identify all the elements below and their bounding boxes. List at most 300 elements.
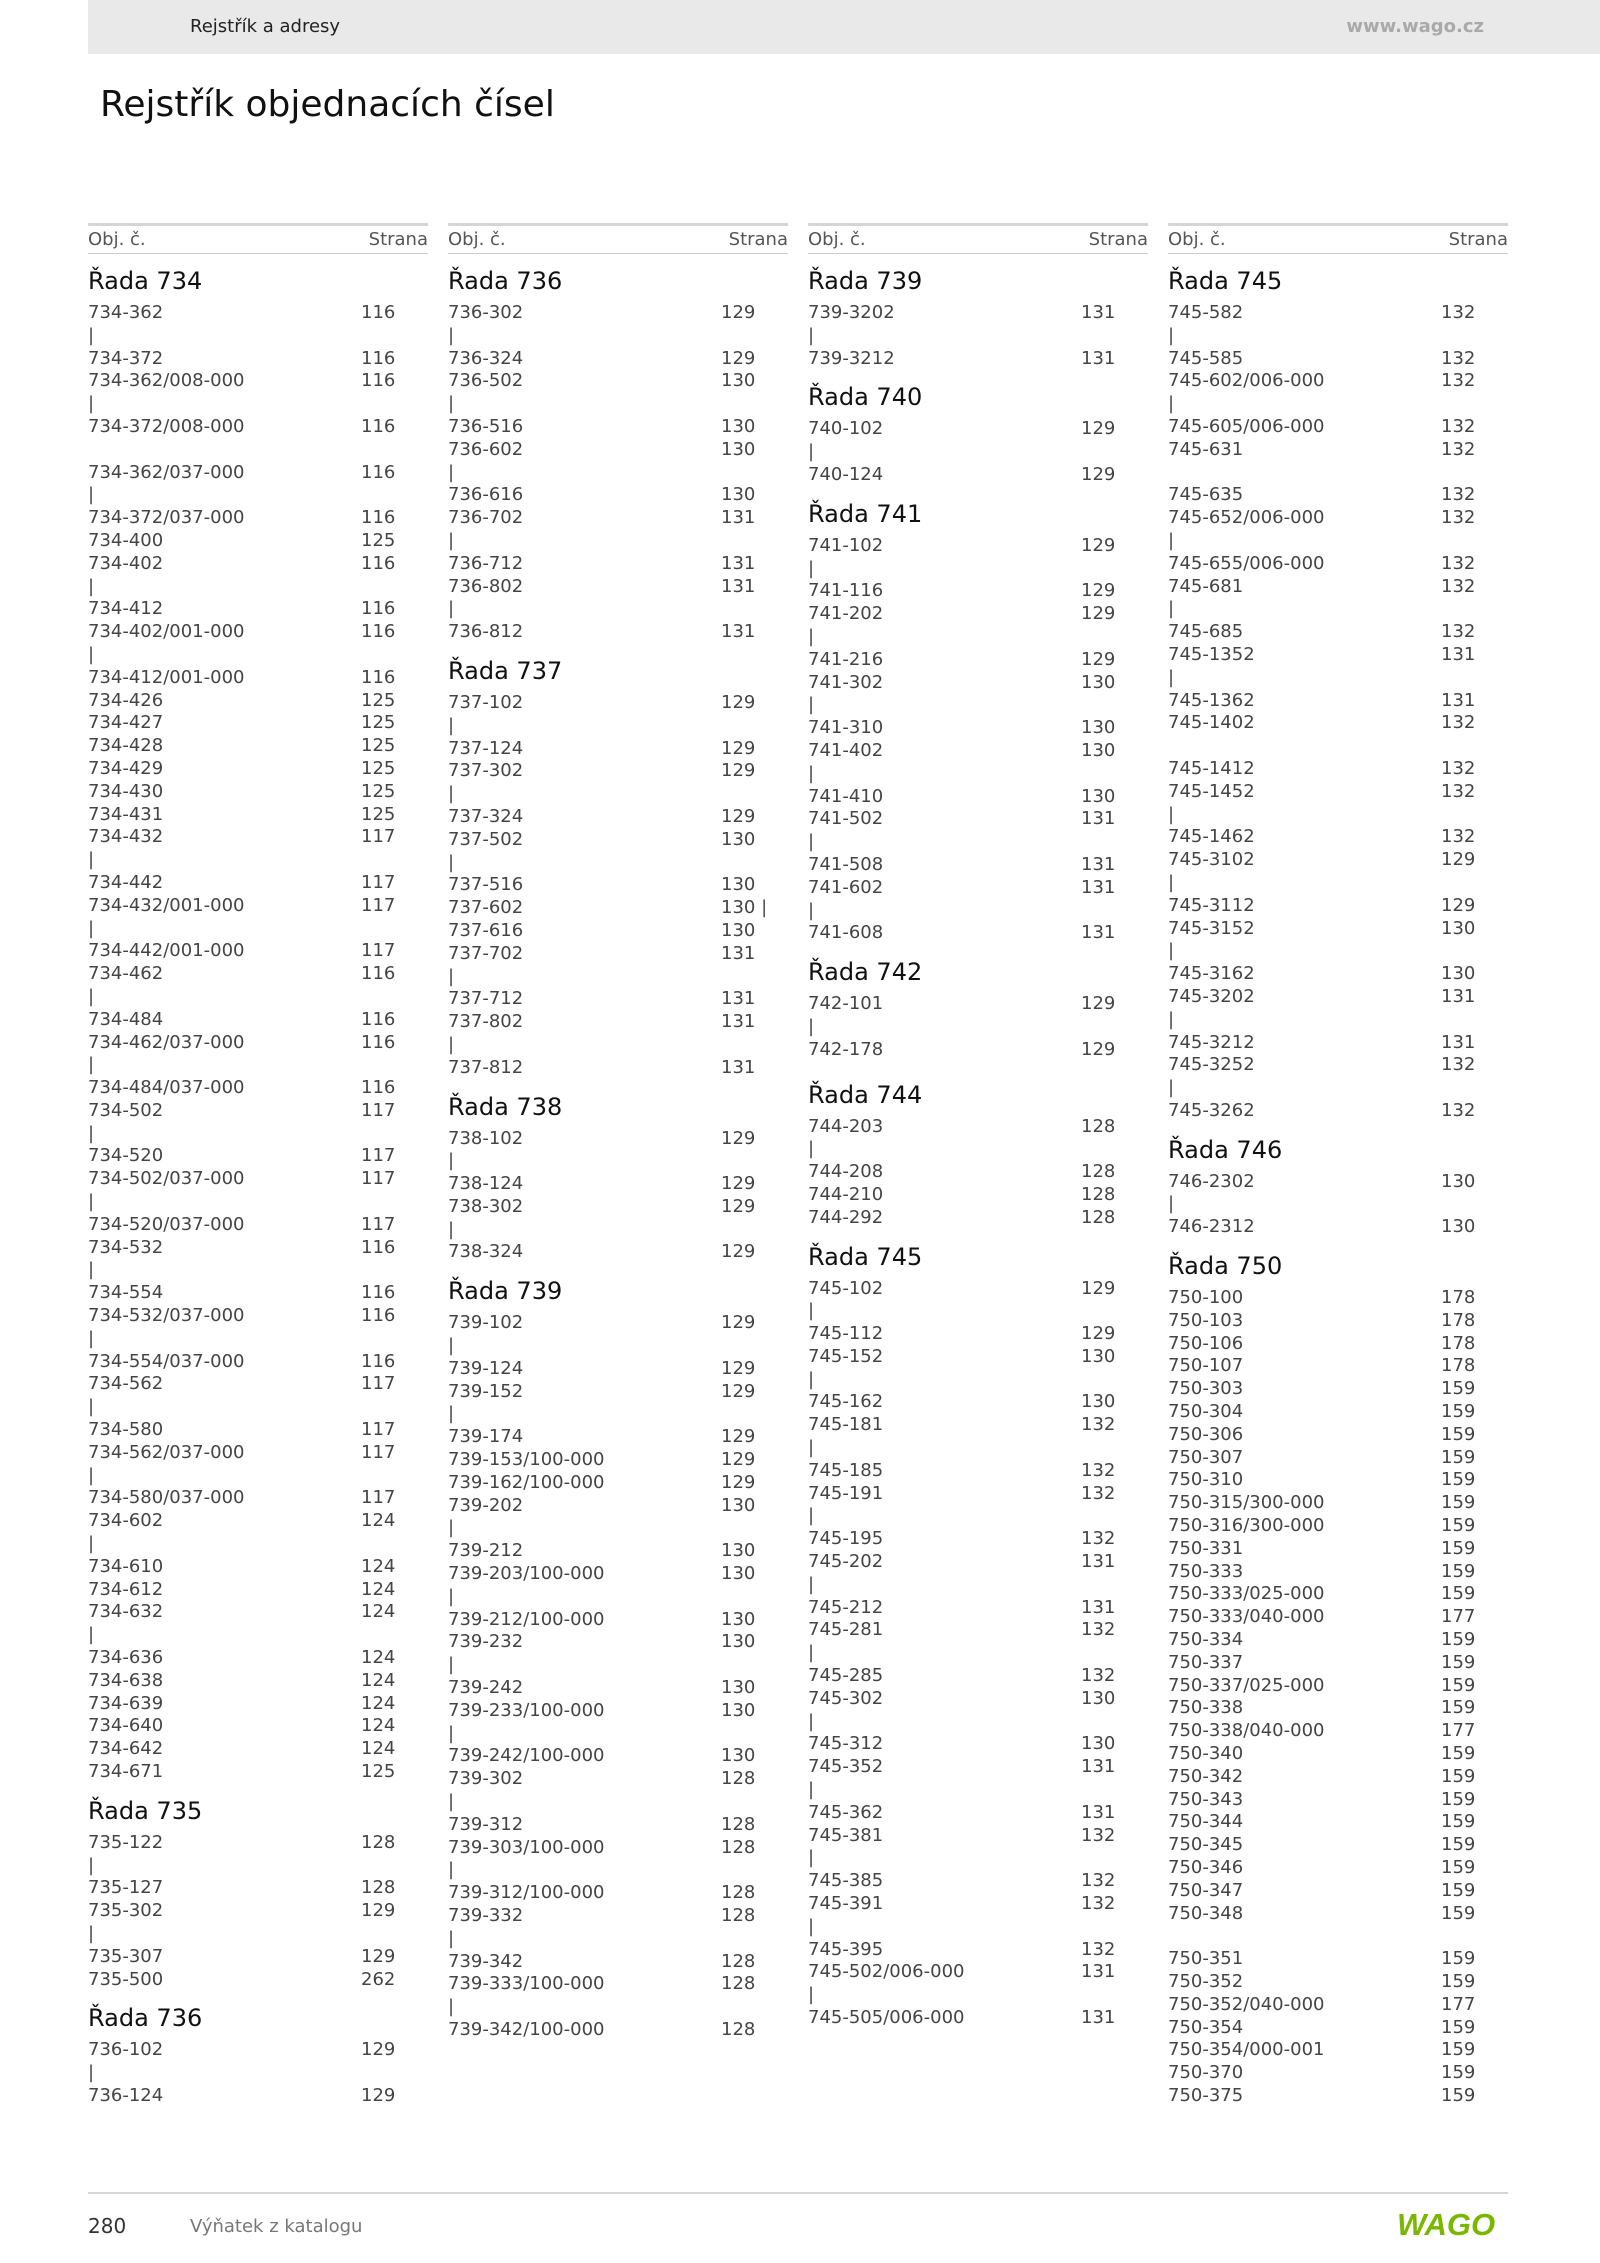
page-ref[interactable]: 116 <box>361 1077 396 1099</box>
page-ref[interactable]: 117 <box>361 1145 396 1167</box>
page-ref[interactable]: 178 <box>1441 1287 1476 1309</box>
index-row <box>1168 462 1508 485</box>
page-ref[interactable]: 132 <box>1441 552 1476 574</box>
index-row <box>1168 1469 1508 1492</box>
page-ref[interactable]: 128 <box>1081 1161 1116 1183</box>
page-ref[interactable]: 116 <box>361 1008 396 1030</box>
page-ref[interactable]: 130 <box>721 1745 756 1767</box>
page-ref[interactable]: 159 <box>1441 2062 1476 2084</box>
page-ref[interactable]: 117 <box>361 1441 396 1463</box>
order-number: | <box>448 1403 455 1425</box>
order-number: 734-427 <box>88 712 164 734</box>
page-ref[interactable]: 131 <box>1081 347 1116 369</box>
order-number: 737-124 <box>448 737 524 759</box>
page-ref[interactable]: 124 <box>361 1647 396 1669</box>
page-ref[interactable]: 130 <box>721 1563 756 1585</box>
index-row <box>88 1923 428 1946</box>
order-number: | <box>88 575 95 597</box>
section-name: Rejstřík a adresy <box>190 16 341 37</box>
page-ref[interactable]: 130 <box>721 1631 756 1653</box>
page-ref[interactable]: 159 <box>1441 1765 1476 1787</box>
page-ref[interactable]: 132 <box>1441 780 1476 802</box>
page-ref[interactable]: 159 <box>1441 1583 1476 1605</box>
page-ref[interactable]: 177 <box>1441 1720 1476 1742</box>
page-ref[interactable]: 117 <box>361 1419 396 1441</box>
index-row <box>808 1138 1148 1161</box>
index-row <box>808 1665 1148 1688</box>
index-row <box>88 1510 428 1533</box>
page-ref[interactable]: 128 <box>721 1836 756 1858</box>
page-ref[interactable]: 132 <box>1441 347 1476 369</box>
page-ref[interactable]: 130 <box>1441 1216 1476 1238</box>
page-ref[interactable]: 129 <box>721 347 756 369</box>
order-number: 741-216 <box>808 648 884 670</box>
page-ref[interactable]: 159 <box>1441 1674 1476 1696</box>
page-ref[interactable]: 130 <box>1081 1687 1116 1709</box>
page-ref[interactable]: 159 <box>1441 1401 1476 1423</box>
page-ref[interactable]: 132 <box>1081 1665 1116 1687</box>
page-ref[interactable]: 130 <box>721 415 756 437</box>
order-number: 745-195 <box>808 1528 884 1550</box>
page-ref[interactable]: 129 <box>1081 993 1116 1015</box>
page-ref[interactable]: 129 <box>721 1471 756 1493</box>
page-ref[interactable]: 159 <box>1441 1811 1476 1833</box>
order-number: | <box>88 643 95 665</box>
order-number: | <box>88 1624 95 1646</box>
page-ref[interactable]: 117 <box>361 1373 396 1395</box>
page-ref[interactable]: 130 <box>1081 739 1116 761</box>
page-ref[interactable]: 131 <box>1081 853 1116 875</box>
order-number: 745-381 <box>808 1824 884 1846</box>
page-ref[interactable]: 129 <box>1081 534 1116 556</box>
index-row <box>448 1426 788 1449</box>
index-row <box>808 763 1148 786</box>
page-ref[interactable]: 129 <box>721 1173 756 1195</box>
page-ref[interactable]: 116 <box>361 1031 396 1053</box>
index-row <box>1168 576 1508 599</box>
page-ref[interactable]: 128 <box>721 1768 756 1790</box>
page-ref[interactable]: 132 <box>1081 1459 1116 1481</box>
order-number: 746-2312 <box>1168 1216 1255 1238</box>
order-number: | <box>808 1368 815 1390</box>
page-ref[interactable]: 130 <box>1081 1733 1116 1755</box>
page-ref[interactable]: 159 <box>1441 1857 1476 1878</box>
page-ref[interactable]: 132 <box>1441 1099 1476 1121</box>
page-ref[interactable]: 129 <box>721 737 756 759</box>
page-ref[interactable]: 132 <box>1081 1482 1116 1504</box>
page-ref[interactable]: 131 <box>1441 1031 1476 1053</box>
index-column <box>1168 223 1508 2108</box>
order-number-header: Obj. č. <box>448 229 506 250</box>
page-ref[interactable]: 130 <box>721 438 756 460</box>
page-ref[interactable]: 132 <box>1441 438 1476 460</box>
page-ref[interactable]: 132 <box>1441 712 1476 734</box>
page-ref[interactable]: 117 <box>361 1487 396 1509</box>
page-ref[interactable]: 159 <box>1441 1697 1476 1719</box>
page-ref[interactable]: 159 <box>1441 1879 1476 1901</box>
page-ref[interactable]: 125 <box>361 529 396 551</box>
page-ref[interactable]: 159 <box>1441 1423 1476 1445</box>
index-row <box>448 988 788 1011</box>
page-ref[interactable]: 129 <box>721 1380 756 1402</box>
page-ref[interactable]: 132 <box>1081 1414 1116 1436</box>
order-number: 750-303 <box>1168 1378 1244 1400</box>
order-number: | <box>448 598 455 620</box>
page-ref[interactable]: 132 <box>1081 1824 1116 1846</box>
page-ref[interactable]: 159 <box>1441 2016 1476 2038</box>
order-number: | <box>808 762 815 784</box>
order-number: 750-310 <box>1168 1469 1244 1491</box>
page-ref[interactable]: 131 <box>1081 1756 1116 1778</box>
index-row <box>808 325 1148 348</box>
page-ref[interactable]: 129 <box>721 1449 756 1471</box>
order-number: | <box>88 985 95 1007</box>
page-ref[interactable]: 129 <box>1081 1038 1116 1060</box>
page-ref[interactable]: 117 <box>361 894 396 916</box>
page-ref[interactable]: 129 <box>1081 418 1116 440</box>
page-ref[interactable]: 159 <box>1441 1970 1476 1992</box>
page-ref[interactable]: 128 <box>721 1950 756 1972</box>
index-row <box>1168 1720 1508 1743</box>
order-number: 745-3112 <box>1168 894 1255 916</box>
page-ref[interactable]: 131 <box>1081 1961 1116 1983</box>
page-ref[interactable]: 131 <box>721 1011 756 1033</box>
page-ref[interactable]: 132 <box>1441 302 1476 323</box>
page-ref[interactable]: 130 <box>1081 785 1116 807</box>
page-ref[interactable]: 124 <box>361 1510 396 1532</box>
page-ref[interactable]: 125 <box>361 803 396 825</box>
page-ref[interactable]: 116 <box>361 370 396 392</box>
page-ref[interactable]: 131 <box>721 1056 756 1078</box>
page-ref[interactable]: 131 <box>1081 302 1116 323</box>
page-ref[interactable]: 177 <box>1441 1993 1476 2015</box>
index-row <box>448 829 788 852</box>
page-ref[interactable]: 132 <box>1441 1054 1476 1076</box>
page-ref[interactable]: 125 <box>361 757 396 779</box>
page-ref[interactable]: 131 <box>721 988 756 1010</box>
page-ref[interactable]: 178 <box>1441 1332 1476 1354</box>
page-ref[interactable]: 131 <box>1081 922 1116 944</box>
page-ref[interactable]: 131 <box>1441 643 1476 665</box>
index-row <box>1168 940 1508 963</box>
index-row <box>808 1597 1148 1620</box>
page-ref[interactable]: 129 <box>361 2039 396 2061</box>
series-heading: Řada 735 <box>88 1796 203 1825</box>
page-ref[interactable]: 159 <box>1441 1788 1476 1810</box>
index-row <box>808 1346 1148 1369</box>
page-ref[interactable]: 129 <box>1081 1323 1116 1345</box>
page-ref[interactable]: 117 <box>361 1168 396 1190</box>
index-row <box>448 416 788 439</box>
order-number: 739-332 <box>448 1905 524 1926</box>
page-ref[interactable]: 128 <box>721 1882 756 1904</box>
page-ref[interactable]: 159 <box>1441 2084 1476 2106</box>
page-ref[interactable]: 129 <box>1441 894 1476 916</box>
page-ref[interactable]: 129 <box>721 1195 756 1217</box>
page-ref[interactable]: 159 <box>1441 1492 1476 1514</box>
order-number: 734-412/001-000 <box>88 666 245 688</box>
page-ref[interactable]: 131 <box>1081 876 1116 898</box>
page-ref[interactable]: 129 <box>1081 603 1116 625</box>
page-ref[interactable]: 131 <box>1081 1596 1116 1618</box>
order-number: 745-605/006-000 <box>1168 415 1325 437</box>
page-ref[interactable]: 130 <box>1441 963 1476 985</box>
page-ref[interactable]: 116 <box>361 507 396 529</box>
page-ref[interactable]: 262 <box>361 1968 396 1990</box>
page-ref[interactable]: 130 | <box>721 897 768 919</box>
page-ref[interactable]: 117 <box>361 1213 396 1235</box>
page-ref[interactable]: 128 <box>1081 1206 1116 1228</box>
page-ref[interactable]: 130 <box>721 370 756 392</box>
index-row <box>88 690 428 713</box>
page-ref[interactable]: 132 <box>1081 1528 1116 1550</box>
page-ref[interactable]: 159 <box>1441 1515 1476 1537</box>
page-ref[interactable]: 130 <box>1081 1345 1116 1367</box>
page-ref[interactable]: 132 <box>1081 1870 1116 1892</box>
page-ref[interactable]: 128 <box>721 1973 756 1995</box>
page-ref[interactable]: 159 <box>1441 1378 1476 1400</box>
index-row <box>1168 530 1508 553</box>
order-number: 737-712 <box>448 988 524 1010</box>
page-ref[interactable]: 132 <box>1441 484 1476 506</box>
page-ref[interactable]: 125 <box>361 712 396 734</box>
page-ref[interactable]: 159 <box>1441 2039 1476 2061</box>
page-ref[interactable]: 159 <box>1441 1537 1476 1559</box>
order-number: | <box>448 851 455 873</box>
page-ref[interactable]: 132 <box>1081 1938 1116 1960</box>
page-ref[interactable]: 178 <box>1441 1355 1476 1377</box>
page-ref[interactable]: 129 <box>721 1127 756 1149</box>
order-number: 734-636 <box>88 1647 164 1669</box>
index-row <box>88 621 428 644</box>
page-ref[interactable]: 124 <box>361 1692 396 1714</box>
order-number: 745-635 <box>1168 484 1244 506</box>
page-ref[interactable]: 177 <box>1441 1606 1476 1628</box>
page-ref[interactable]: 132 <box>1441 621 1476 643</box>
order-number: | <box>808 694 815 716</box>
index-row <box>88 1191 428 1214</box>
page-ref[interactable]: 124 <box>361 1555 396 1577</box>
index-row <box>88 1100 428 1123</box>
page-ref[interactable]: 116 <box>361 1236 396 1258</box>
page-ref[interactable]: 129 <box>721 760 756 782</box>
page-ref[interactable]: 129 <box>1081 580 1116 602</box>
index-row <box>1168 484 1508 507</box>
page-ref[interactable]: 124 <box>361 1669 396 1691</box>
page-ref[interactable]: 130 <box>721 1494 756 1516</box>
page-ref[interactable]: 130 <box>721 828 756 850</box>
page-ref[interactable]: 129 <box>721 302 756 323</box>
page-ref[interactable]: 116 <box>361 461 396 483</box>
order-number: | <box>448 324 455 346</box>
page-ref[interactable]: 116 <box>361 621 396 643</box>
page-ref[interactable]: 128 <box>361 1877 396 1899</box>
page-ref[interactable]: 130 <box>1441 917 1476 939</box>
page-ref[interactable]: 116 <box>361 302 396 323</box>
index-row <box>448 1586 788 1609</box>
page-ref[interactable]: 132 <box>1441 757 1476 779</box>
page-ref[interactable]: 132 <box>1081 1893 1116 1915</box>
page-ref[interactable]: 116 <box>361 598 396 620</box>
page-ref[interactable]: 116 <box>361 552 396 574</box>
page-ref[interactable]: 131 <box>721 621 756 643</box>
page-ref[interactable]: 159 <box>1441 1948 1476 1970</box>
page-ref[interactable]: 132 <box>1441 507 1476 529</box>
page-ref[interactable]: 116 <box>361 963 396 985</box>
page-ref[interactable]: 124 <box>361 1578 396 1600</box>
page-ref[interactable]: 125 <box>361 1761 396 1782</box>
page-ref[interactable]: 159 <box>1441 1834 1476 1856</box>
page-ref[interactable]: 131 <box>721 552 756 574</box>
page-ref[interactable]: 129 <box>361 2084 396 2106</box>
index-row <box>808 717 1148 740</box>
page-ref[interactable]: 116 <box>361 1305 396 1327</box>
page-ref[interactable]: 128 <box>361 1831 396 1853</box>
order-number: 750-306 <box>1168 1423 1244 1445</box>
order-number-header: Obj. č. <box>1168 229 1226 250</box>
page-ref[interactable]: 130 <box>1081 671 1116 693</box>
page-ref[interactable]: 130 <box>721 919 756 941</box>
page-ref[interactable]: 130 <box>721 484 756 506</box>
page-ref[interactable]: 129 <box>721 1312 756 1334</box>
order-number: 734-580 <box>88 1419 164 1441</box>
page-ref[interactable]: 131 <box>1441 985 1476 1007</box>
page-ref[interactable]: 129 <box>721 1357 756 1379</box>
page-ref[interactable]: 128 <box>721 1905 756 1926</box>
page-header: Strana <box>1088 229 1148 250</box>
page-ref[interactable]: 124 <box>361 1715 396 1737</box>
index-row <box>88 1123 428 1146</box>
page-ref[interactable]: 130 <box>1441 1170 1476 1192</box>
page-ref[interactable]: 117 <box>361 940 396 962</box>
page-ref[interactable]: 131 <box>721 507 756 529</box>
page-ref[interactable]: 129 <box>1081 648 1116 670</box>
page-ref[interactable]: 129 <box>721 805 756 827</box>
index-row <box>88 804 428 827</box>
page-ref[interactable]: 131 <box>721 942 756 964</box>
page-ref[interactable]: 130 <box>721 1608 756 1630</box>
page-ref[interactable]: 130 <box>721 1677 756 1699</box>
page-ref[interactable]: 117 <box>361 871 396 893</box>
page-ref[interactable]: 128 <box>1081 1183 1116 1205</box>
index-row <box>88 1077 428 1100</box>
page-ref[interactable]: 159 <box>1441 1743 1476 1765</box>
page-ref[interactable]: 125 <box>361 735 396 757</box>
page-ref[interactable]: 124 <box>361 1601 396 1623</box>
order-number: 739-342/100-000 <box>448 2018 605 2040</box>
order-number: 745-1462 <box>1168 826 1255 848</box>
index-row <box>1168 1925 1508 1948</box>
order-number: 741-202 <box>808 603 884 625</box>
page-ref[interactable]: 116 <box>361 347 396 369</box>
page-ref[interactable]: 124 <box>361 1738 396 1760</box>
order-number: 734-426 <box>88 689 164 711</box>
page-ref[interactable]: 159 <box>1441 1469 1476 1491</box>
order-number: 741-602 <box>808 876 884 898</box>
page-ref[interactable]: 131 <box>721 575 756 597</box>
page-ref[interactable]: 131 <box>1081 808 1116 830</box>
page-ref[interactable]: 117 <box>361 1099 396 1121</box>
page-ref[interactable]: 130 <box>721 874 756 896</box>
page-ref[interactable]: 128 <box>1081 1115 1116 1137</box>
page-ref[interactable]: 131 <box>1081 1801 1116 1823</box>
order-number: | <box>808 1847 815 1869</box>
index-row <box>1168 712 1508 735</box>
index-row <box>808 1278 1148 1301</box>
page-ref[interactable]: 159 <box>1441 1560 1476 1582</box>
page-ref[interactable]: 129 <box>1441 849 1476 871</box>
order-number: | <box>88 2062 95 2084</box>
page-number: 280 <box>88 2214 127 2238</box>
page-ref[interactable]: 159 <box>1441 1651 1476 1673</box>
page-ref[interactable]: 116 <box>361 1350 396 1372</box>
page-ref[interactable]: 130 <box>1081 717 1116 739</box>
page-ref[interactable]: 116 <box>361 415 396 437</box>
page-ref[interactable]: 128 <box>721 1813 756 1835</box>
order-number: | <box>88 1327 95 1349</box>
page-ref[interactable]: 132 <box>1441 415 1476 437</box>
page-ref[interactable]: 130 <box>721 1699 756 1721</box>
page-ref[interactable]: 131 <box>1081 2007 1116 2028</box>
order-number: | <box>448 1859 455 1881</box>
index-row <box>808 1161 1148 1184</box>
index-row <box>448 897 788 920</box>
page-ref[interactable]: 159 <box>1441 1629 1476 1651</box>
order-number: 736-712 <box>448 552 524 574</box>
page-ref[interactable]: 129 <box>721 1426 756 1448</box>
order-number: | <box>1168 393 1175 415</box>
page-ref[interactable]: 130 <box>1081 1391 1116 1413</box>
page-ref[interactable]: 125 <box>361 780 396 802</box>
page-ref[interactable]: 125 <box>361 689 396 711</box>
index-row <box>808 649 1148 672</box>
page-ref[interactable]: 159 <box>1441 1902 1476 1924</box>
index-row <box>88 1533 428 1556</box>
index-row <box>808 2007 1148 2030</box>
order-number: | <box>1168 598 1175 620</box>
index-row <box>448 1495 788 1518</box>
page-ref[interactable]: 129 <box>1081 1277 1116 1299</box>
page-ref[interactable]: 129 <box>721 691 756 713</box>
page-ref[interactable]: 117 <box>361 826 396 848</box>
index-row <box>808 694 1148 717</box>
page-ref[interactable]: 129 <box>1081 463 1116 485</box>
page-ref[interactable]: 129 <box>721 1241 756 1263</box>
page-ref[interactable]: 132 <box>1441 370 1476 392</box>
page-ref[interactable]: 131 <box>1081 1551 1116 1573</box>
page-ref[interactable]: 116 <box>361 1282 396 1304</box>
page-ref[interactable]: 130 <box>721 1540 756 1562</box>
index-row <box>448 1403 788 1426</box>
series-heading: Řada 736 <box>448 267 563 295</box>
page-ref[interactable]: 132 <box>1441 826 1476 848</box>
order-number: 739-303/100-000 <box>448 1836 605 1858</box>
series-heading: Řada 737 <box>448 656 563 685</box>
page-ref[interactable]: 116 <box>361 666 396 688</box>
page-ref[interactable]: 132 <box>1441 575 1476 597</box>
page-ref[interactable]: 159 <box>1441 1446 1476 1468</box>
order-number: | <box>448 461 455 483</box>
website-url[interactable]: www.wago.cz <box>1346 16 1484 37</box>
page-ref[interactable]: 129 <box>361 1945 396 1967</box>
page-ref[interactable]: 129 <box>361 1900 396 1922</box>
page-ref[interactable]: 131 <box>1441 689 1476 711</box>
index-row <box>1168 1193 1508 1216</box>
order-number: 750-346 <box>1168 1857 1244 1878</box>
page-ref[interactable]: 132 <box>1081 1619 1116 1641</box>
page-ref[interactable]: 178 <box>1441 1309 1476 1331</box>
page-ref[interactable]: 128 <box>721 2018 756 2040</box>
